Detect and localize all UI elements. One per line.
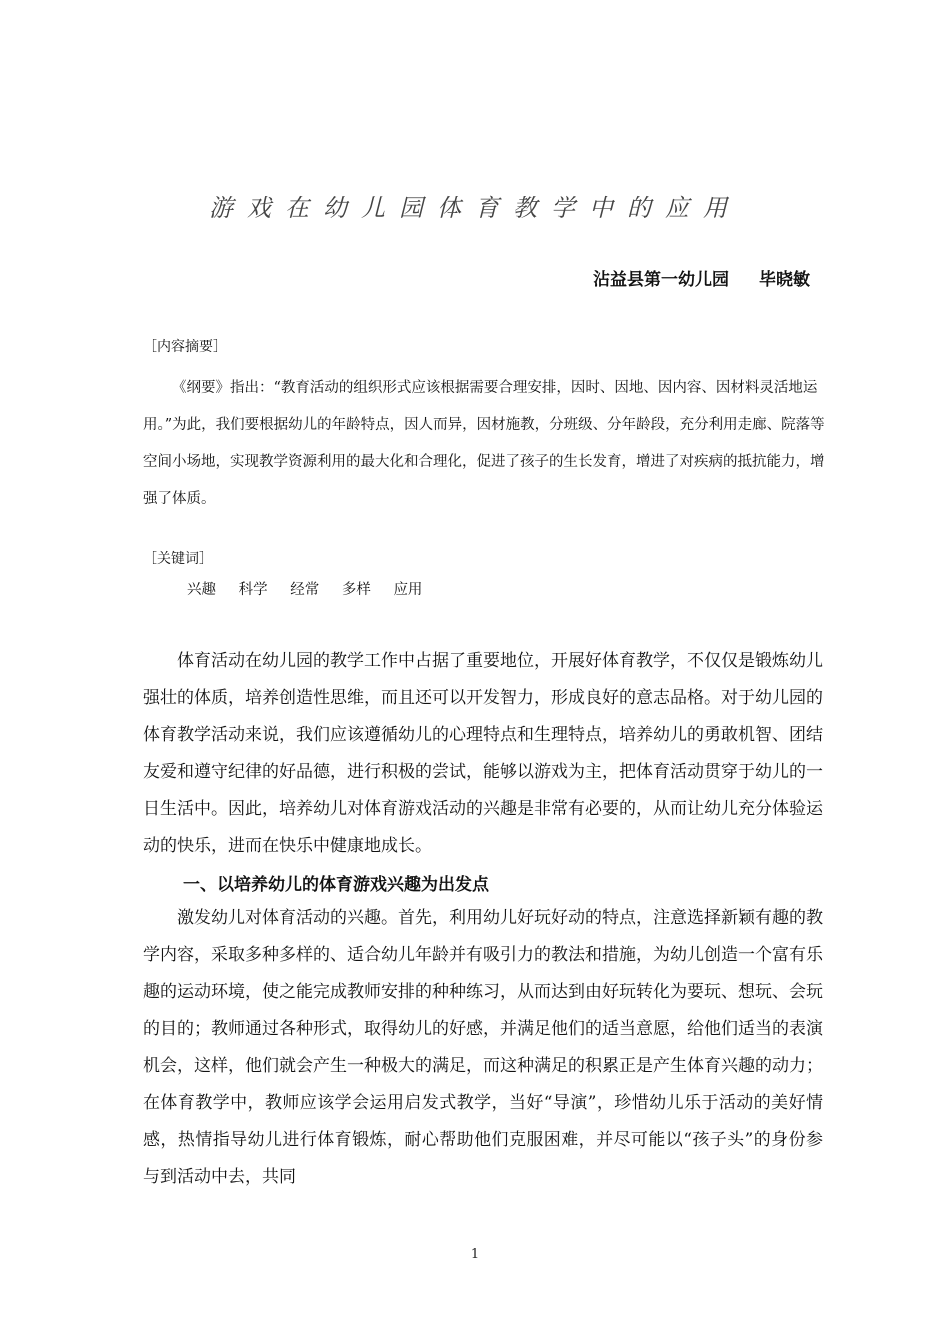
document-title: 游戏在幼儿园体育教学中的应用 — [209, 194, 741, 222]
keyword: 多样 — [341, 582, 371, 598]
author-organization: 沾益县第一幼儿园 — [593, 270, 729, 290]
author-name: 毕晓敏 — [759, 270, 810, 290]
keyword: 经常 — [290, 582, 320, 598]
keyword: 科学 — [238, 582, 268, 598]
abstract-label: ［内容摘要］ — [143, 339, 227, 355]
keyword: 应用 — [393, 582, 423, 598]
abstract-text: 《纲要》指出：“教育活动的组织形式应该根据需要合理安排，因时、因地、因内容、因材料灵活地运用。”为此，我们要根据幼儿的年龄特点，因人而异，因材施教，分班级、分年龄段，充分利用走廊、院落等空间小场地，实现教学资源利用的最大化和合理化，促进了孩子的生长发育，增进了对疾病的抵抗能力，增强了体质。 — [143, 380, 825, 507]
page-number: 1 — [470, 1247, 480, 1262]
keyword: 兴趣 — [187, 582, 216, 598]
keywords-label: ［关键词］ — [143, 551, 213, 567]
keywords-list — [187, 578, 440, 599]
author-line — [593, 265, 810, 290]
section-heading-1: 一、以培养幼儿的体育游戏兴趣为出发点 — [183, 875, 489, 895]
body-paragraph-2: 激发幼儿对体育活动的兴趣。首先，利用幼儿好玩好动的特点，注意选择新颖有趣的教学内容，采取多种多样的、适合幼儿年龄并有吸引力的教法和措施，为幼儿创造一个富有乐趣的运动环境，使之能完成教师安排的种种练习，从而达到由好玩转化为要玩、想玩、会玩的目的；教师通过各种形式，取得幼儿的好感，并满足他们的适当意愿，给他们适当的表演机会，这样，他们就会产生一种极大的满足，而这种满足的积累正是产生体育兴趣的动力；在体育教学中，教师应该学会运用启发式教学，当好“导演”，珍惜幼儿乐于活动的美好情感，热情指导幼儿进行体育锻炼，耐心帮助他们克服困难，并尽可能以“孩子头”的身份参与到活动中去，共同 — [143, 908, 823, 1187]
body-paragraph-1: 体育活动在幼儿园的教学工作中占据了重要地位，开展好体育教学，不仅仅是锻炼幼儿强壮的体质，培养创造性思维，而且还可以开发智力，形成良好的意志品格。对于幼儿园的体育教学活动来说，我们应该遵循幼儿的心理特点和生理特点，培养幼儿的勇敢机智、团结友爱和遵守纪律的好品德，进行积极的尝试，能够以游戏为主，把体育活动贯穿于幼儿的一日生活中。因此，培养幼儿对体育游戏活动的兴趣是非常有必要的，从而让幼儿充分体验运动的快乐，进而在快乐中健康地成长。 — [143, 651, 823, 856]
